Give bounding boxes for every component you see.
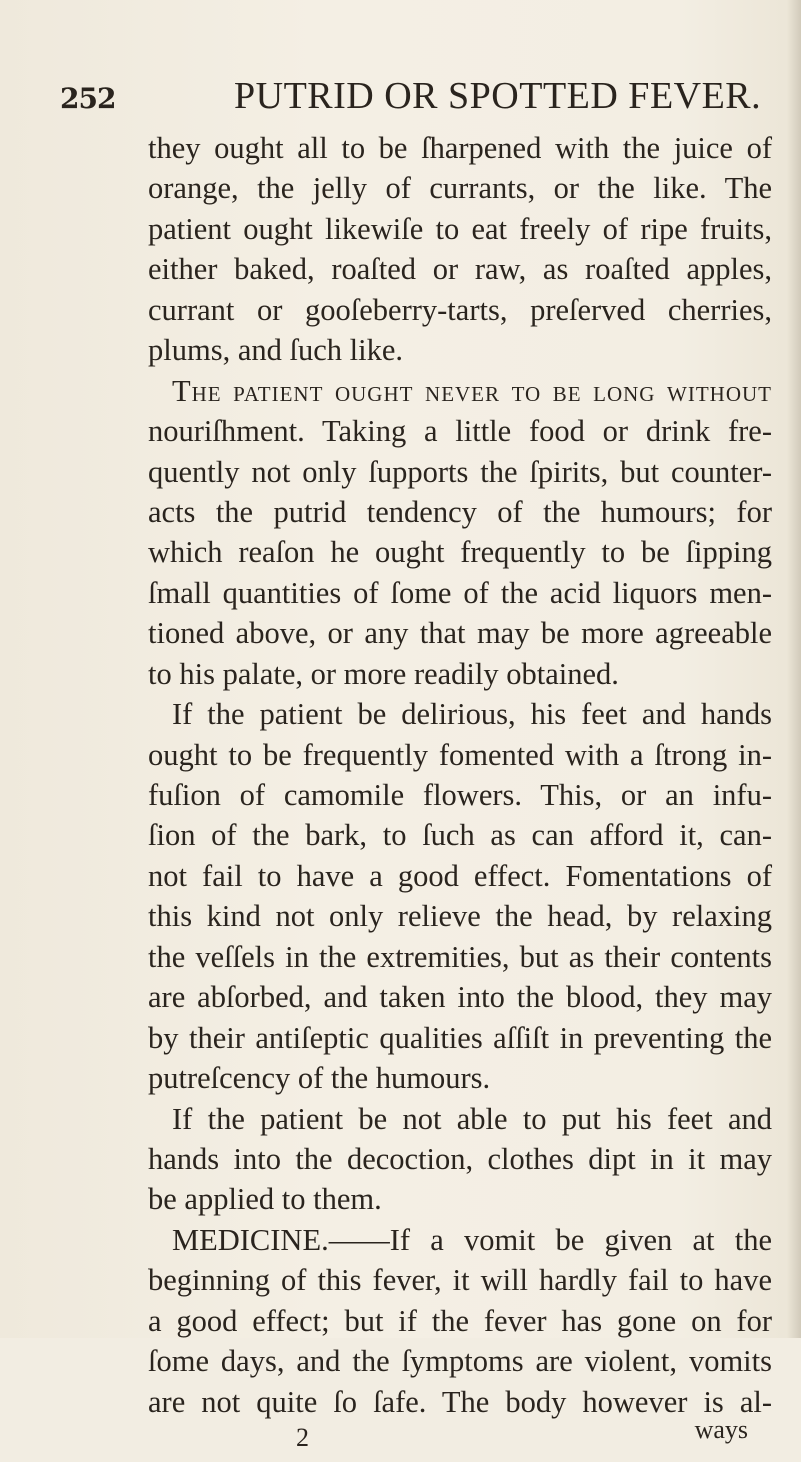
text-line: quently not only ſupports the ſpirits, but counter-: [148, 454, 772, 489]
text-line: are not quite ſo ſafe. The body however is al-: [148, 1384, 772, 1419]
page-footer: [148, 1415, 772, 1462]
text-line: beginning of this fever, it will hardly fail to have: [148, 1263, 772, 1298]
text-line: to his palate, or more readily obtained.: [148, 656, 619, 691]
text-line: patient ought likewiſe to eat freely of ripe fruits,: [148, 211, 772, 246]
text-line: acts the putrid tendency of the humours; for: [148, 494, 772, 529]
page-header: [0, 72, 801, 122]
catchword: ways: [694, 1415, 748, 1444]
text-line: plums, and ſuch like.: [148, 333, 403, 368]
text-line: they ought all to be ſharpened with the juice of: [148, 131, 772, 165]
text-line: a good effect; but if the fever has gone on for: [148, 1303, 772, 1338]
section-heading-line: MEDICINE.——If a vomit be given at the: [172, 1222, 772, 1257]
page-edge-shadow: [787, 0, 801, 1338]
text-line: ſome days, and the ſymptoms are violent, vomits: [148, 1344, 772, 1379]
text-line: the veſſels in the extremities, but as their contents: [148, 939, 772, 974]
page-number: 252: [60, 82, 116, 115]
text-line: ought to be frequently fomented with a ſtrong in-: [148, 737, 772, 772]
running-title: PUTRID OR SPOTTED FEVER.: [234, 75, 762, 117]
text-line: ſmall quantities of ſome of the acid liquors men-: [148, 575, 772, 610]
text-line: which reaſon he ought frequently to be ſipping: [148, 535, 772, 570]
text-line: not fail to have a good effect. Fomentations of: [148, 858, 772, 893]
text-line: are abſorbed, and taken into the blood, they may: [148, 980, 772, 1015]
text-line: hands into the decoction, clothes dipt in it may: [148, 1141, 772, 1176]
text-line: be applied to them.: [148, 1182, 382, 1217]
text-line: this kind not only relieve the head, by relaxing: [148, 899, 772, 934]
paragraph-start-line: The patient ought never to be long without: [172, 373, 772, 408]
text-line: either baked, roaſted or raw, as roaſted apples,: [148, 252, 772, 287]
paragraph-start-line: If the patient be not able to put his feet and: [172, 1101, 772, 1136]
text-line: fuſion of camomile flowers. This, or an infu-: [148, 778, 772, 812]
text-line: putreſcency of the humours.: [148, 1061, 491, 1096]
paragraph-start-line: If the patient be delirious, his feet and hands: [172, 697, 772, 732]
text-line: ſion of the bark, to ſuch as can afford it, can-: [148, 818, 772, 853]
text-line: orange, the jelly of currants, or the like. The: [148, 171, 772, 206]
text-line: nouriſhment. Taking a little food or drink fre-: [148, 414, 772, 449]
text-line: currant or gooſeberry-tarts, preſerved cherries,: [148, 292, 772, 327]
signature-mark: 2: [296, 1423, 309, 1452]
text-line: by their antiſeptic qualities aſſiſt in preventing the: [148, 1020, 772, 1055]
body-text: [148, 128, 772, 1462]
text-line: tioned above, or any that may be more agreeable: [148, 616, 772, 651]
